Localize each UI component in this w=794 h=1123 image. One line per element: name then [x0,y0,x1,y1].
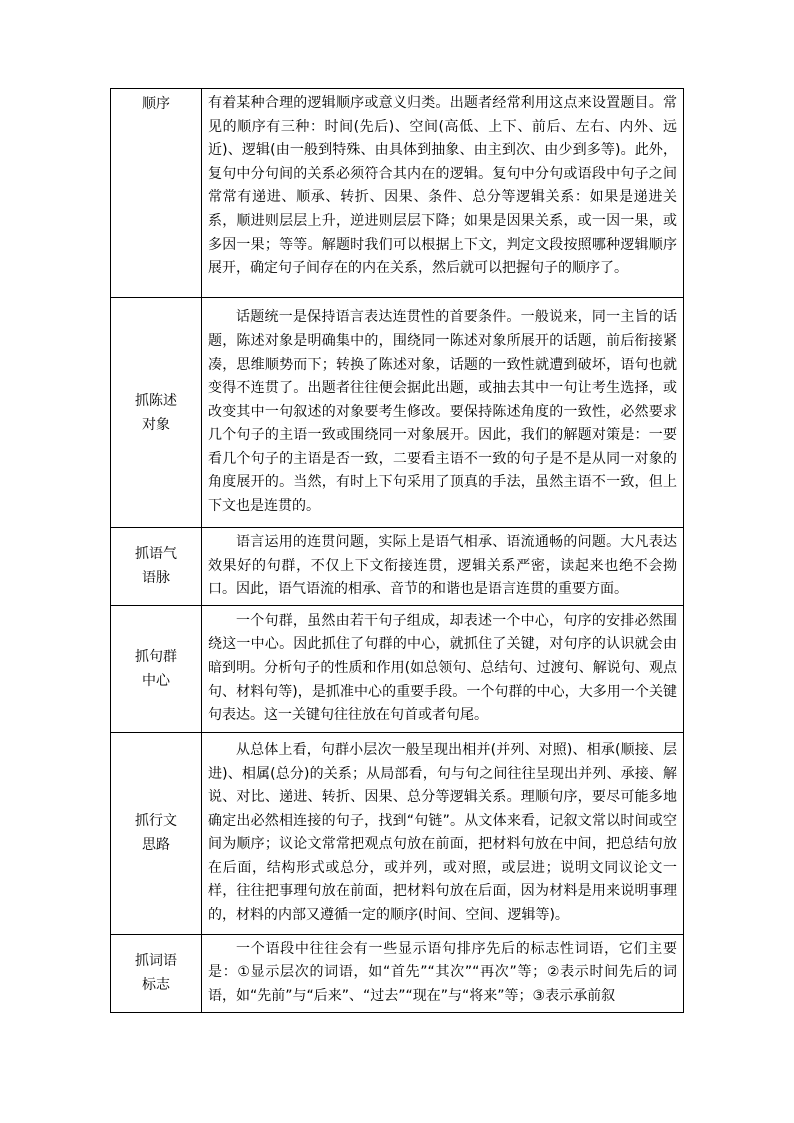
row-content [202,605,684,732]
row-content-text: 从总体上看，句群小层次一般呈现出相并(并列、对照)、相承(顺接、层进)、相属(总分)的关系；从局部看，句与句之间往往呈现出并列、承接、解说、对比、递进、转折、因果、总分等逻辑关系。理顺句序，要尽可能多地确定出必然相连接的句子，找到“句链”。从文体来看，记叙文常以时间或空间为顺序；议论文常常把观点句放在前面，把材料句放在中间，把总结句放在后面，结构形式或总分，或并列，或对照，或层进；说明文同议论文一样，往往把事理句放在前面，把材料句放在后面，因为材料是用来说明事理的，材料的内部又遵循一定的顺序(时间、空间、逻辑等)。 [208,741,677,924]
table-row [111,528,684,606]
table-row [111,605,684,732]
row-label-line: 标志 [142,977,170,994]
row-content-text: 有着某种合理的逻辑顺序或意义归类。出题者经常利用这点来设置题目。常见的顺序有三种：时间(先后)、空间(高低、上下、前后、左右、内外、远近)、逻辑(由一般到特殊、由具体到抽象、由主到次、由少到多等)。此外，复句中分句间的关系必须符合其内在的逻辑。复句中分句或语段中句子之间常常有递进、顺承、转折、因果、条件、总分等逻辑关系：如果是递进关系，顺进则层层上升，逆进则层层下降；如果是因果关系，或一因一果，或多因一果；等等。解题时我们可以根据上下文，判定文段按照哪种逻辑顺序展开，确定句子间存在的内在关系，然后就可以把握句子的顺序了。 [208,95,677,277]
method-table [110,88,684,1013]
row-content-text: 话题统一是保持语言表达连贯性的首要条件。一般说来，同一主旨的话题，陈述对象是明确集中的，围绕同一陈述对象所展开的话题，前后衔接紧凑，思维顺势而下；转换了陈述对象，话题的一致性就遭到破坏，语句也就变得不连贯了。出题者往往便会据此出题，或抽去其中一句让考生选择，或改变其中一句叙述的对象要考生修改。要保持陈述角度的一致性，必然要求几个句子的主语一致或围绕同一对象展开。因此，我们的解题对策是：一要看几个句子的主语是否一致，二要看主语不一致的句子是不是从同一对象的角度展开的。当然，有时上下句采用了顶真的手法，虽然主语不一致，但上下文也是连贯的。 [208,309,677,515]
row-content-text: 一个句群，虽然由若干句子组成，却表述一个中心，句序的安排必然围绕这一中心。因此抓住了句群的中心，就抓住了关键，对句序的认识就会由暗到明。分析句子的性质和作用(如总领句、总结句、过渡句、解说句、观点句、材料句等)，是抓准中心的重要手段。一个句群的中心，大多用一个关键句表达。这一关键句往往放在句首或者句尾。 [208,612,677,724]
row-label-subject [111,298,202,528]
row-label-words [111,934,202,1012]
table-row [111,934,684,1012]
row-label-line: 抓行文 [135,813,177,830]
row-label-tone [111,528,202,606]
row-content [202,89,684,298]
row-label-line: 思路 [142,837,170,854]
row-label-line: 抓词语 [135,953,177,970]
row-label-center [111,605,202,732]
row-label-line: 抓语气 [135,546,177,563]
row-label-line: 对象 [142,416,170,433]
row-content [202,528,684,606]
row-content-text: 一个语段中往往会有一些显示语句排序先后的标志性词语，它们主要是：①显示层次的词语，如“首先”“其次”“再次”等；②表示时间先后的词语，如“先前”与“后来”、“过去”“现在”与“将来”等；③表示承前叙 [208,940,677,1005]
row-content-text: 语言运用的连贯问题，实际上是语气相承、语流通畅的问题。大凡表达效果好的句群，不仅上下文衔接连贯，逻辑关系严密，读起来也绝不会拗口。因此，语气语流的相承、音节的和谐也是语言连贯的重要方面。 [208,534,677,598]
row-label-line: 抓陈述 [135,392,177,409]
table-row [111,298,684,528]
row-label-thought [111,732,202,934]
row-label-line: 语脉 [142,570,170,587]
table-row [111,89,684,298]
row-content [202,934,684,1012]
row-label-line: 顺序 [142,96,170,112]
table-row [111,732,684,934]
row-label-order [111,89,202,298]
row-label-line: 中心 [142,672,170,689]
row-label-line: 抓句群 [135,648,177,665]
row-content [202,298,684,528]
row-content [202,732,684,934]
